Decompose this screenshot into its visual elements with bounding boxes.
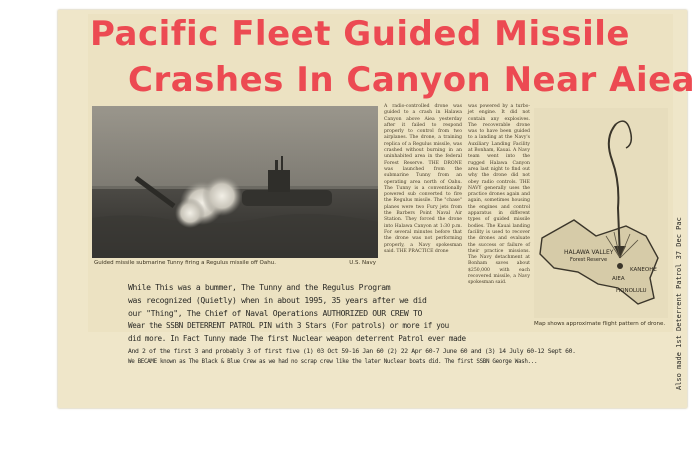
photo-credit: U.S. Navy xyxy=(349,260,376,266)
article-column-1: A radio-controlled drone was guided to a crash in Halawa Canyon above Aiea yesterday after it failed to respond properly to control from two airplanes. The drone, a training replica of a Regulus missile, was crashed without burning in an uninhabited area in the federal Forest Reserve. THE DRONE was launched from the submarine Tunny from an operating area north of Oahu. The Tunny is a conventionally powered sub converted to fire the Regulus missile. The "chase" planes were two Fury jets from the Barbers Point Naval Air Station. They forced the drone into Halawa Canyon at 1:30 p.m. For several minutes before that the drone was not performing properly, a Navy spokesman said. THE PRACTICE drone xyxy=(384,104,462,254)
handwritten-line-1: While This was a bummer, The Tunny and the Regulus Program xyxy=(128,282,391,292)
handwritten-line-2: was recognized (Quietly) when in about 1995, 35 years after we did xyxy=(128,295,427,305)
photo-caption-row xyxy=(94,260,376,266)
submarine-missile-photo xyxy=(92,106,378,258)
map-label-kaneohe: KANEOHE xyxy=(630,267,657,273)
headline-line-2: Crashes In Canyon Near Aiea xyxy=(128,60,696,100)
handwritten-side-note: Also made 1st Deterrent Patrol 37 Dec Pac xyxy=(675,217,683,390)
handwritten-line-4: Wear the SSBN DETERRENT PATROL PIN with 3 Stars (For patrols) or more if you xyxy=(128,321,449,330)
map-label-halawa: HALAWA VALLEY xyxy=(564,249,614,256)
article-column-2: was powered by a turbo-jet engine. It did not contain any explosives. The recoverable drone was to have been guided to a landing at the Navy's Auxiliary Landing Facility at Bonham, Kauai. A Navy team went into the rugged Halawa Canyon area last night to find out why the drone did not obey radio controls. THE NAVY generally uses the practice drones again and again, sometimes housing the engines and control apparatus in different types of guided missile bodies. The Kauai landing facility is used to recover the drones and evaluate the success or failure of their practice missions. The Navy detachment at Bonham saves about $250,000 with each recovered missile, a Navy spokesman said. xyxy=(468,104,530,286)
handwritten-line-5: did more. In Fact Tunny made The first Nuclear weapon deterrent Patrol ever made xyxy=(128,334,466,343)
headline-line-1: Pacific Fleet Guided Missile xyxy=(90,14,630,54)
photo-caption: Guided missile submarine Tunny firing a Regulus missile off Oahu. xyxy=(94,260,276,266)
map-label-aiea: AIEA xyxy=(612,276,625,282)
handwritten-line-3: our "Thing", The Chief of Naval Operations AUTHORIZED OUR CREW TO xyxy=(128,308,422,318)
handwritten-line-6: And 2 of the first 3 and probably 3 of first five (1) 03 Oct 59-16 Jan 60 (2) 22 Apr 60-7 June 60 and (3) 14 July 60-12 Sept 60. xyxy=(128,347,576,355)
map-label-forest: Forest Reserve xyxy=(570,257,608,263)
flight-path-map xyxy=(534,108,668,318)
handwritten-line-7: We BECAME known as The Black & Blue Crew as we had no scrap crew like the later Nuclear boats did. The first SSBN George Wash... xyxy=(128,359,538,365)
map-label-honolulu: HONOLULU xyxy=(616,288,647,294)
map-caption: Map shows approximate flight pattern of drone. xyxy=(534,321,666,327)
